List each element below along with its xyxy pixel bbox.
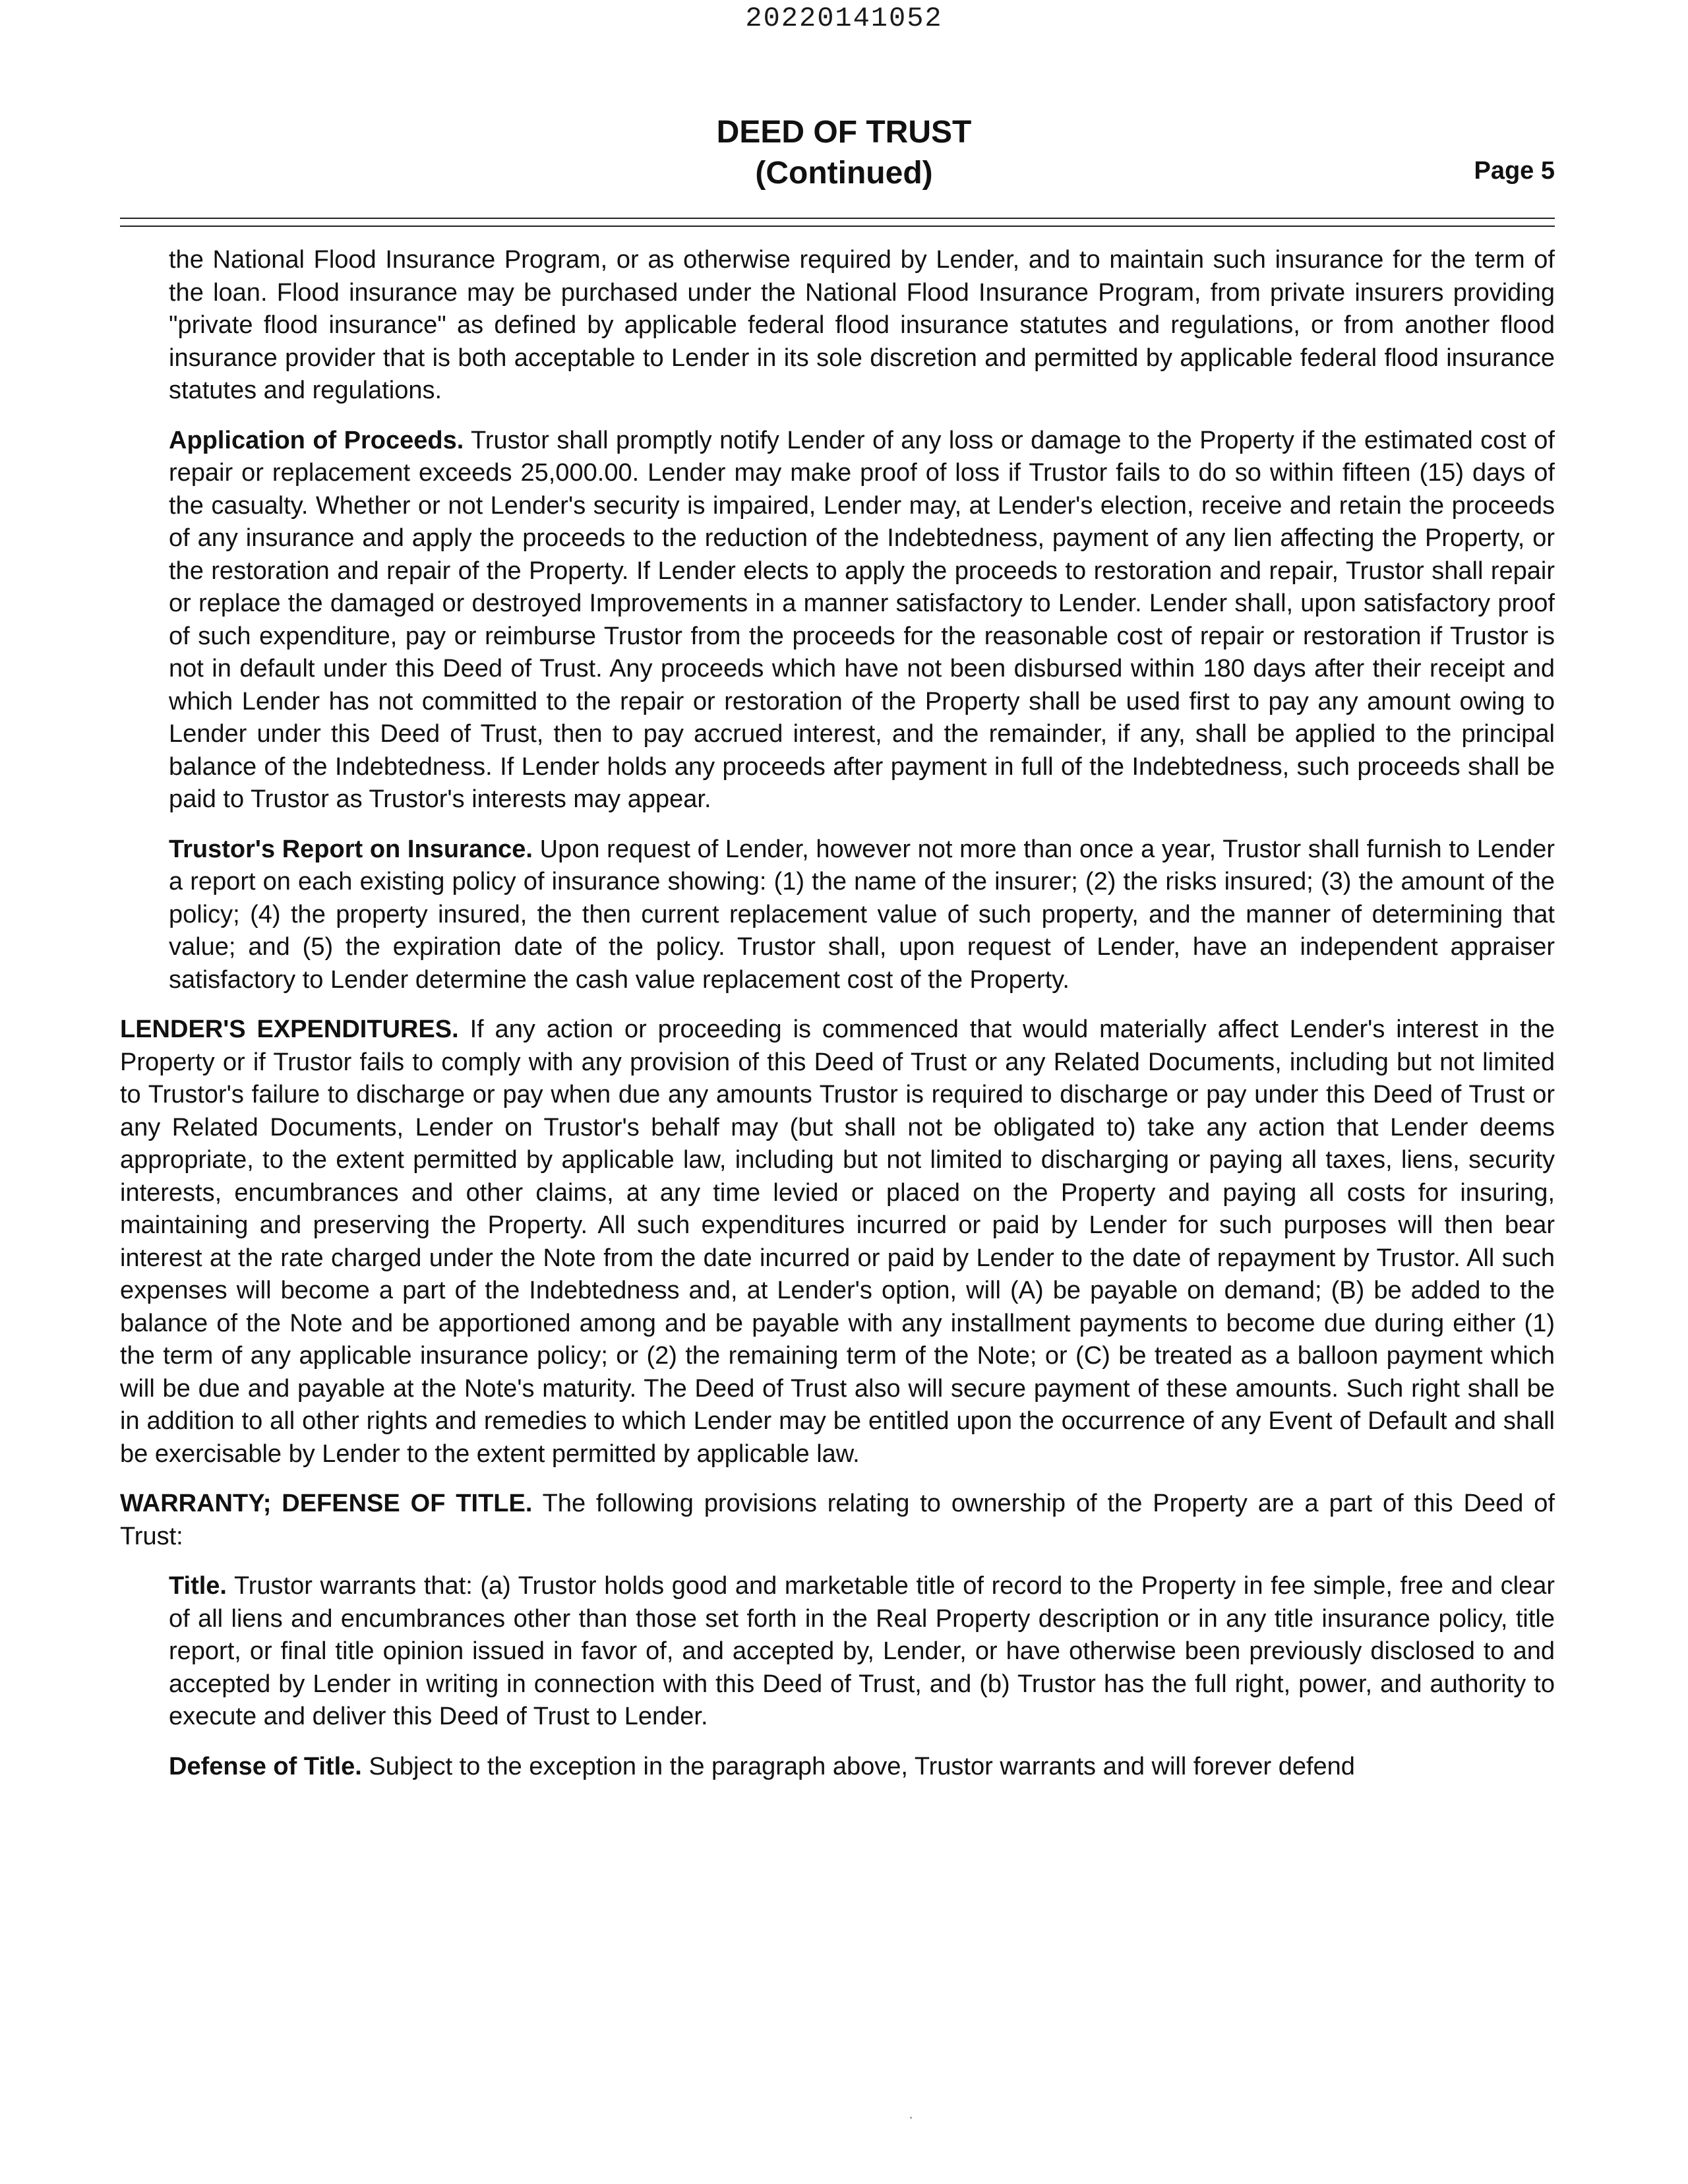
application-of-proceeds-heading: Application of Proceeds. <box>169 426 464 454</box>
defense-of-title-text: Subject to the exception in the paragraph above, Trustor warrants and will forever defend <box>369 1752 1355 1780</box>
application-of-proceeds-paragraph <box>169 425 1555 816</box>
document-body <box>120 244 1555 1800</box>
page-number: Page 5 <box>1474 157 1555 185</box>
lender-expenditures-heading: LENDER'S EXPENDITURES. <box>120 1016 459 1043</box>
warranty-paragraph <box>120 1488 1555 1553</box>
title-line-continued: (Continued) <box>755 156 933 191</box>
application-of-proceeds-text: Trustor shall promptly notify Lender of any loss or damage to the Property if the estimated cost of repair or replacement exceeds 25,000.00. Lender may make proof of loss if Trustor fails to do so within fifteen (15) days of the casualty. Whether or not Lender's security is impaired, Lender may, at Lender's election, receive and retain the proceeds of any insurance and apply the proceeds to the reduction of the Indebtedness, payment of any lien affecting the Property, or the restoration and repair of the Property. If Lender elects to apply the proceeds to restoration and repair, Trustor shall repair or replace the damaged or destroyed Improvements in a manner satisfactory to Lender. Lender shall, upon satisfactory proof of such expenditure, pay or reimburse Trustor from the proceeds for the reasonable cost of repair or restoration if Trustor is not in default under this Deed of Trust. Any proceeds which have not been disbursed within 180 days after their receipt and which Lender has not committed to the repair or restoration of the Property shall be used first to pay any amount owing to Lender under this Deed of Trust, then to pay accrued interest, and the remainder, if any, shall be applied to the principal balance of the Indebtedness. If Lender holds any proceeds after payment in full of the Indebtedness, such proceeds shall be paid to Trustor as Trustor's interests may appear. <box>169 426 1555 813</box>
title-text: Trustor warrants that: (a) Trustor holds good and marketable title of record to the Property in fee simple, free and clear of all liens and encumbrances other than those set forth in the Real Property description or in any title insurance policy, title report, or final title opinion issued in favor of, and accepted by, Lender, or have otherwise been previously disclosed to and accepted by Lender in writing in connection with this Deed of Trust, and (b) Trustor has the full right, power, and authority to execute and deliver this Deed of Trust to Lender. <box>169 1572 1555 1730</box>
defense-of-title-heading: Defense of Title. <box>169 1752 362 1780</box>
warranty-text: The following provisions relating to ownership of the Property are a part of this Deed of Trust: <box>120 1490 1555 1550</box>
title-paragraph <box>169 1570 1555 1734</box>
warranty-heading: WARRANTY; DEFENSE OF TITLE. <box>120 1490 533 1517</box>
title-line-main: DEED OF TRUST <box>716 115 972 150</box>
defense-of-title-paragraph <box>169 1751 1555 1784</box>
header-divider-top <box>120 218 1555 219</box>
scan-speck <box>910 2117 912 2119</box>
recording-number: 20220141052 <box>745 3 943 34</box>
insurance-report-heading: Trustor's Report on Insurance. <box>169 835 533 863</box>
lender-expenditures-text: If any action or proceeding is commenced that would materially affect Lender's interest in the Property or if Trustor fails to comply with any provision of this Deed of Trust or any Related Documents, including but not limited to Trustor's failure to discharge or pay when due any amounts Trustor is required to discharge or pay under this Deed of Trust or any Related Documents, Lender on Trustor's behalf may (but shall not be obligated to) take any action that Lender deems appropriate, to the extent permitted by applicable law, including but not limited to discharging or paying all taxes, liens, security interests, encumbrances and other claims, at any time levied or placed on the Property and paying all costs for insuring, maintaining and preserving the Property. All such expenditures incurred or paid by Lender for such purposes will then bear interest at the rate charged under the Note from the date incurred or paid by Lender to the date of repayment by Trustor. All such expenses will become a part of the Indebtedness and, at Lender's option, will (A) be payable on demand; (B) be added to the balance of the Note and be apportioned among and be payable with any installment payments to become due during either (1) the term of any applicable insurance policy; or (2) the remaining term of the Note; or (C) be treated as a balloon payment which will be due and payable at the Note's maturity. The Deed of Trust also will secure payment of these amounts. Such right shall be in addition to all other rights and remedies to which Lender may be entitled upon the occurrence of any Event of Default and shall be exercisable by Lender to the extent permitted by applicable law. <box>120 1016 1555 1468</box>
header-divider-bottom <box>120 226 1555 227</box>
document-title <box>0 112 1688 194</box>
lender-expenditures-paragraph <box>120 1014 1555 1471</box>
insurance-report-text: Upon request of Lender, however not more than once a year, Trustor shall furnish to Lender a report on each existing policy of insurance showing: (1) the name of the insurer; (2) the risks insured; (3) the amount of the policy; (4) the property insured, the then current replacement value of such property, and the manner of determining that value; and (5) the expiration date of the policy. Trustor shall, upon request of Lender, have an independent appraiser satisfactory to Lender determine the cash value replacement cost of the Property. <box>169 835 1555 994</box>
flood-insurance-continuation: the National Flood Insurance Program, or as otherwise required by Lender, and to maintain such insurance for the term of the loan. Flood insurance may be purchased under the National Flood Insurance Program, from private insurers providing "private flood insurance" as defined by applicable federal flood insurance statutes and regulations, or from another flood insurance provider that is both acceptable to Lender in its sole discretion and permitted by applicable federal flood insurance statutes and regulations. <box>169 246 1555 404</box>
title-heading: Title. <box>169 1572 227 1600</box>
insurance-report-paragraph <box>169 834 1555 997</box>
